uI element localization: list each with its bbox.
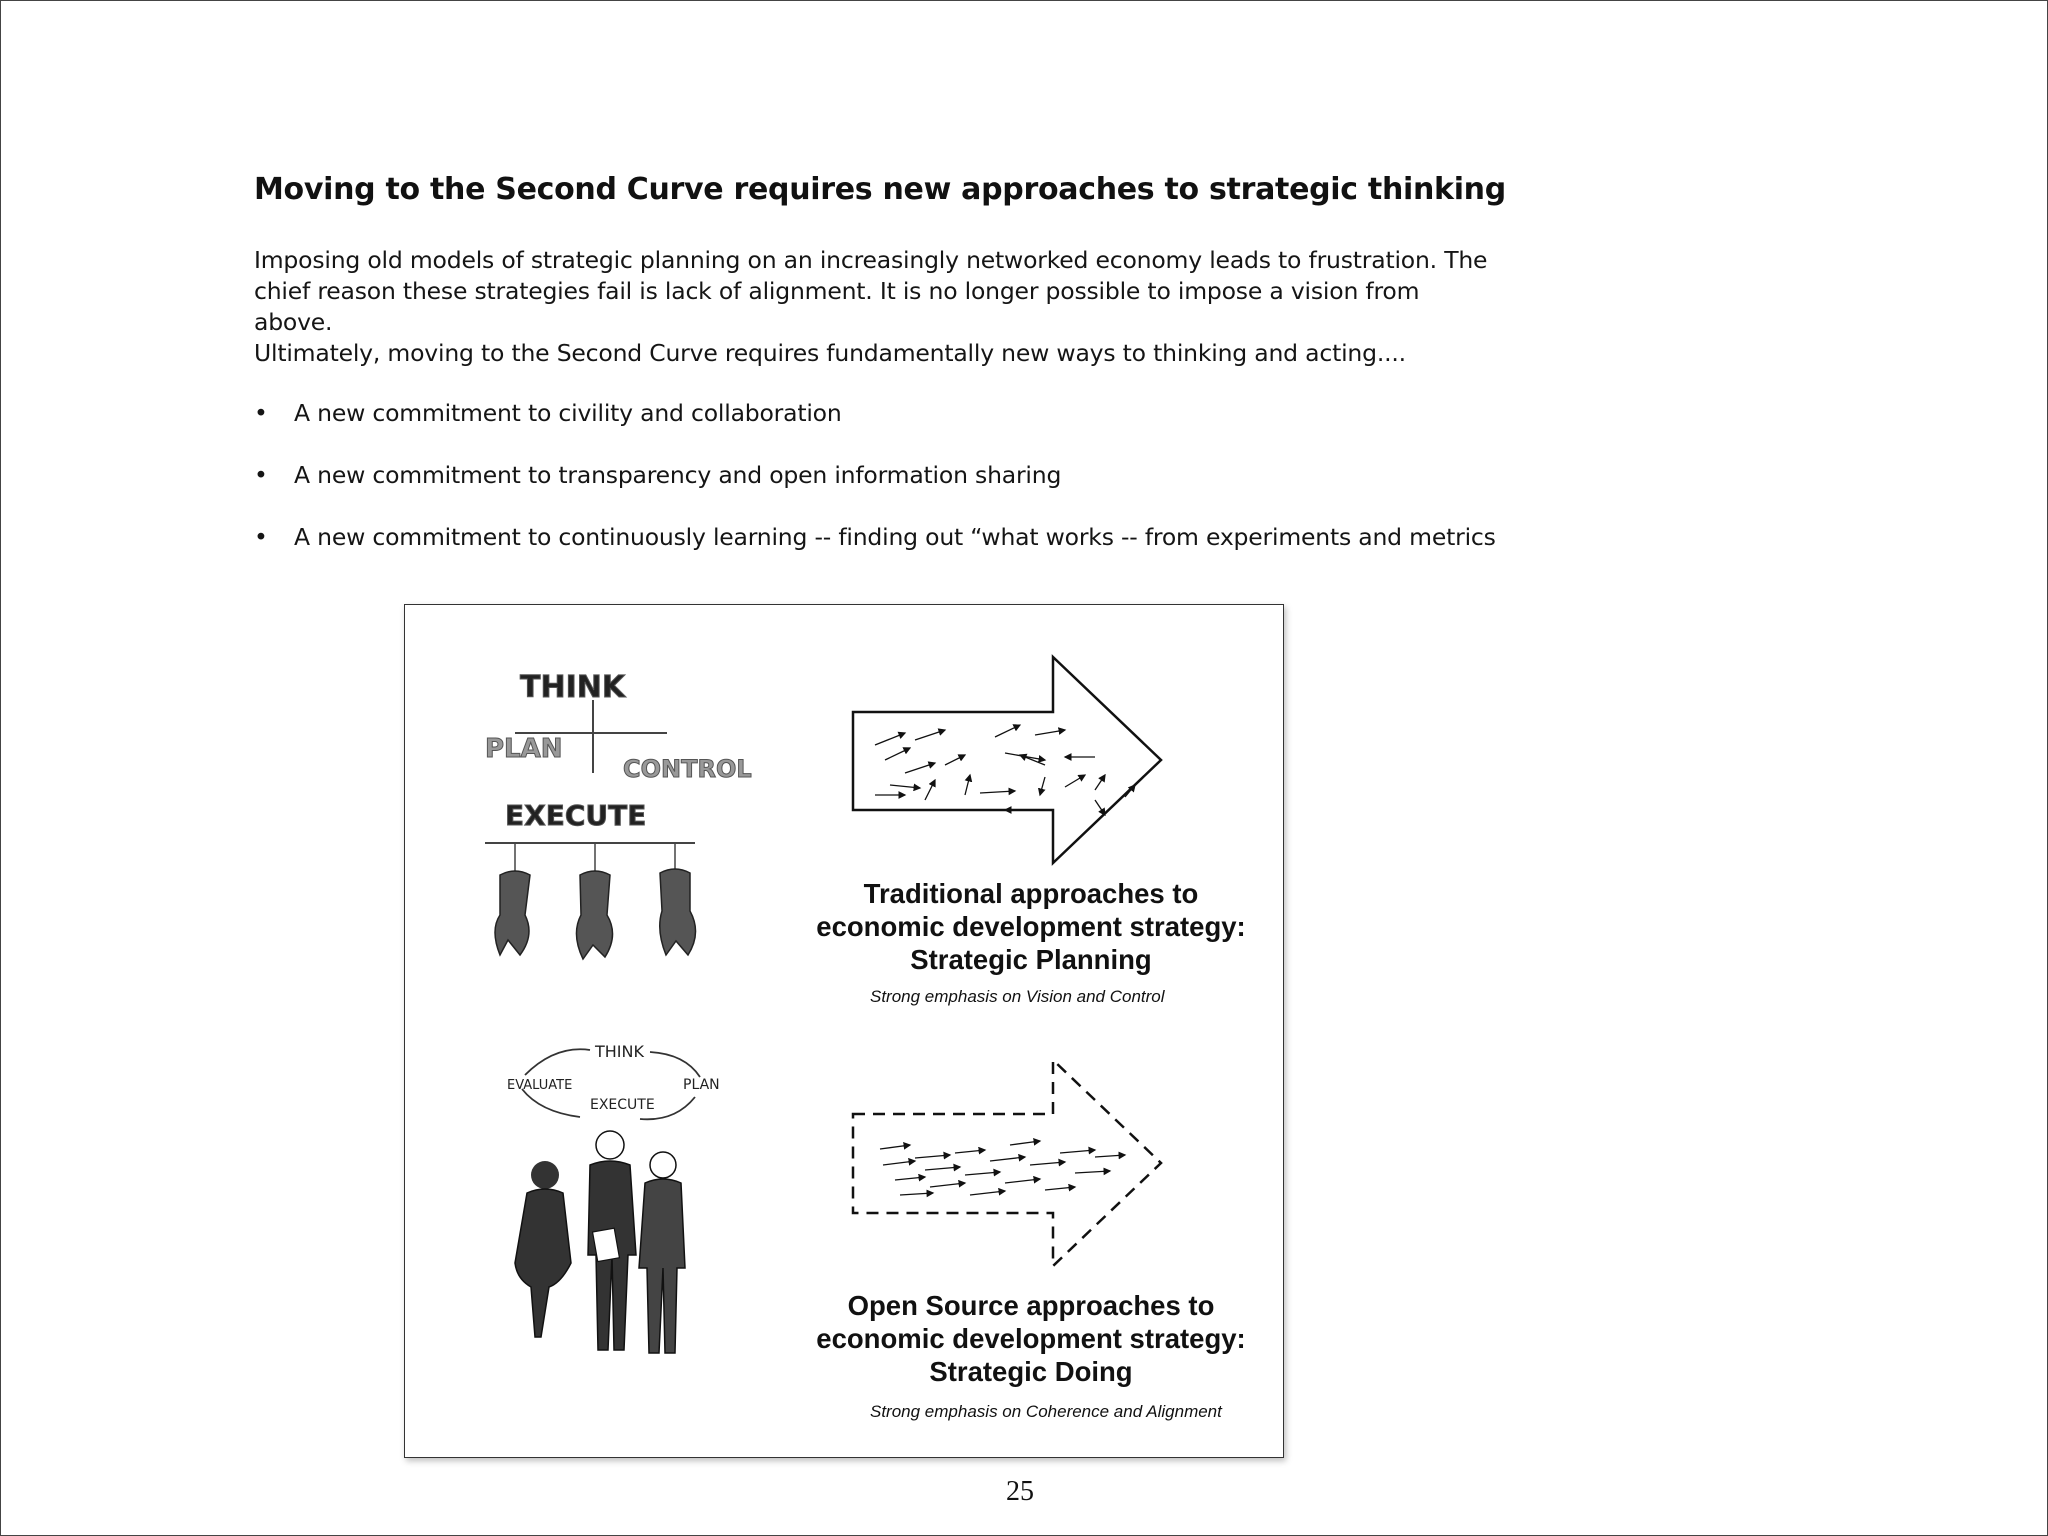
page-title: Moving to the Second Curve requires new approaches to strategic thinking [254,172,1506,207]
doing-sketch [507,1042,720,1353]
person-figure [515,1189,571,1337]
bullet-text: A new commitment to continuously learning -- finding out “what works -- from experiments and metrics [294,523,1496,551]
traditional-subcaption: Strong emphasis on Vision and Control [870,987,1165,1006]
bullet-marker: • [254,399,268,427]
strategy-comparison-figure [404,604,1284,1458]
open-source-subcaption: Strong emphasis on Coherence and Alignment [870,1402,1222,1421]
bullet-text: A new commitment to transparency and open information sharing [294,461,1062,489]
sketch-cycle-execute-label: EXECUTE [590,1097,655,1113]
sketch-think-label: THINK [520,670,626,705]
open-source-caption [811,1289,1251,1388]
person-figure [596,1131,624,1159]
sketch-cycle-think-label: THINK [595,1042,644,1061]
puppet-figure [576,871,612,959]
sketch-cycle-plan-label: PLAN [683,1077,720,1093]
document-sketch [593,1228,620,1261]
bullet-item [254,522,1504,553]
puppet-figure [495,871,530,955]
planning-sketch [485,670,752,959]
page-number: 25 [1006,1476,1034,1507]
puppet-figure [660,869,696,955]
bullet-list [254,398,1504,584]
caption-line: Strategic Planning [910,944,1152,975]
sketch-control-label: CONTROL [623,755,752,783]
sketch-cycle-evaluate-label: EVALUATE [507,1078,573,1093]
open-source-arrow [853,1060,1161,1266]
second-paragraph: Ultimately, moving to the Second Curve requires fundamentally new ways to thinking and acting.... [254,339,1406,367]
caption-line: Open Source approaches to [847,1290,1215,1321]
person-figure [639,1179,685,1353]
caption-line: Strategic Doing [929,1356,1133,1387]
intro-paragraph: Imposing old models of strategic planning on an increasingly networked economy leads to frustration. The chief reason these strategies fail is lack of alignment. It is no longer possible to impose a vision from above. [254,246,1488,336]
bullet-item [254,398,1504,429]
caption-line: Traditional approaches to [863,878,1199,909]
bullet-marker: • [254,461,268,489]
bullet-item [254,460,1504,491]
bullet-marker: • [254,523,268,551]
traditional-caption [811,877,1251,976]
caption-line: economic development strategy: [816,911,1246,942]
sketch-execute-label: EXECUTE [505,799,647,832]
person-figure [650,1152,676,1178]
solid-arrow-outline [853,657,1161,863]
traditional-arrow [853,657,1161,863]
bullet-text: A new commitment to civility and collaboration [294,399,842,427]
sketch-plan-label: PLAN [485,734,563,764]
caption-line: economic development strategy: [816,1323,1246,1354]
person-figure [531,1161,559,1189]
